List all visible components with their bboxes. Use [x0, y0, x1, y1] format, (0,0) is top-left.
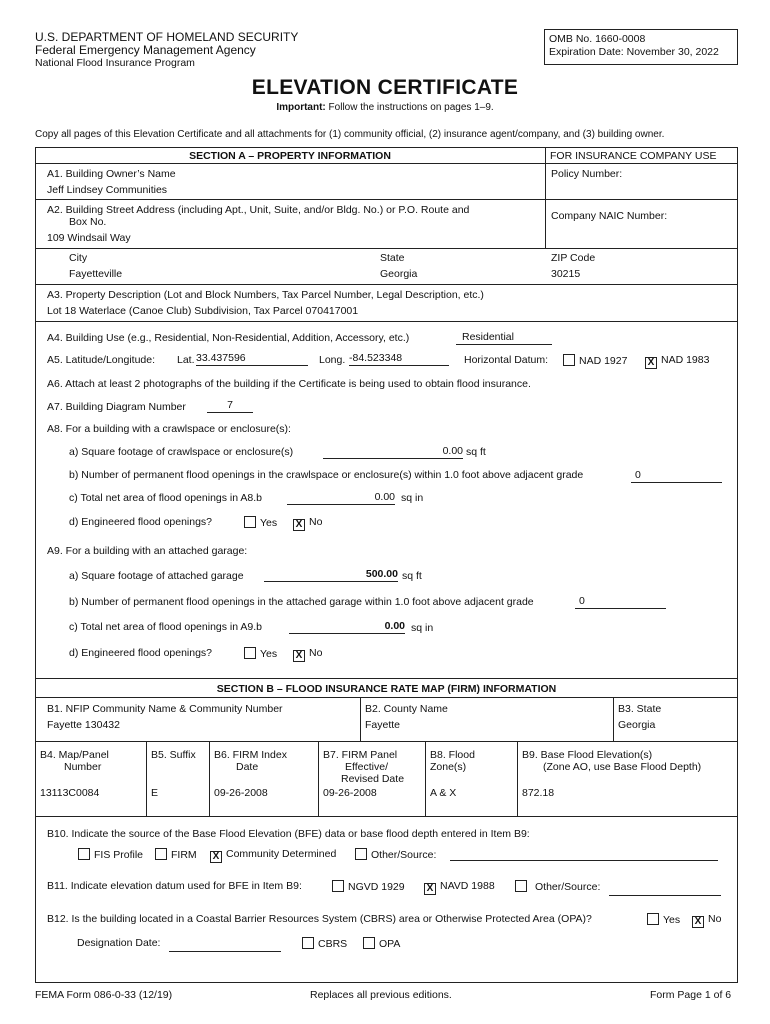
cbrs-label: CBRS	[318, 938, 348, 950]
b4-map-panel[interactable]: 13113C0084	[40, 787, 100, 799]
b4-label: B4. Map/Panel	[40, 749, 109, 761]
divider	[35, 248, 738, 249]
a3-property-description[interactable]: Lot 18 Waterlace (Canoe Club) Subdivision, Tax Parcel 070417001	[47, 305, 359, 317]
a8a-sqft-field[interactable]: 0.00	[323, 445, 463, 459]
form-number: FEMA Form 086-0-33 (12/19)	[35, 989, 173, 1001]
replaces-note: Replaces all previous editions.	[310, 989, 452, 1001]
a9d-yes-option[interactable]	[244, 647, 277, 660]
a2-label-cont: Box No.	[69, 216, 107, 228]
b10-community-option[interactable]	[210, 848, 336, 863]
b12-no-label: No	[708, 913, 722, 925]
important-text: Follow the instructions on pages 1–9.	[325, 102, 494, 113]
a8c-label: c) Total net area of flood openings in A8.b	[69, 492, 263, 504]
a9b-openings-field[interactable]: 0	[575, 595, 666, 609]
a3-label: A3. Property Description (Lot and Block Numbers, Tax Parcel Number, Legal Description, etc.)	[47, 289, 484, 301]
b2-county[interactable]: Fayette	[365, 719, 401, 731]
a9c-label: c) Total net area of flood openings in A9.b	[69, 621, 263, 633]
b11-navd-checkbox[interactable]: X	[424, 883, 436, 895]
a9c-area-field[interactable]: 0.00	[289, 620, 405, 634]
b12-no-checkbox[interactable]: X	[692, 916, 704, 928]
b10-firm-option[interactable]	[155, 848, 197, 861]
b10-fis-checkbox[interactable]	[78, 848, 90, 860]
a9a-sqft-field[interactable]: 500.00	[264, 568, 398, 582]
a8c-area-field[interactable]: 0.00	[287, 491, 395, 505]
state-label: State	[380, 252, 405, 264]
a7-diagram-number-field[interactable]: 7	[207, 399, 253, 413]
divider	[318, 741, 319, 816]
a8d-label: d) Engineered flood openings?	[69, 516, 213, 528]
b11-ngvd-option[interactable]	[332, 880, 405, 893]
b1-label: B1. NFIP Community Name & Community Number	[47, 703, 283, 715]
a8b-openings-field[interactable]: 0	[631, 469, 722, 483]
b6-label-cont: Date	[236, 761, 259, 773]
b8-flood-zone[interactable]: A & X	[430, 787, 457, 799]
b10-community-label: Community Determined	[226, 848, 337, 860]
divider	[360, 697, 361, 741]
latitude-field[interactable]: 33.437596	[196, 352, 308, 366]
omb-box	[544, 29, 738, 65]
a8-label: A8. For a building with a crawlspace or enclosure(s):	[47, 423, 291, 435]
b11-other-option[interactable]	[515, 880, 600, 893]
divider	[209, 741, 210, 816]
b5-label: B5. Suffix	[151, 749, 196, 761]
a4-building-use-field[interactable]: Residential	[456, 331, 552, 345]
longitude-field[interactable]: -84.523348	[349, 352, 449, 366]
b10-other-checkbox[interactable]	[355, 848, 367, 860]
a4-label: A4. Building Use (e.g., Residential, Non-Residential, Addition, Accessory, etc.)	[47, 332, 410, 344]
a8b-label: b) Number of permanent flood openings in the crawlspace or enclosure(s) within 1.0 foot above adjacent grade	[69, 469, 584, 481]
b10-fis-label: FIS Profile	[94, 849, 144, 861]
insurance-use-label: FOR INSURANCE COMPANY USE	[550, 150, 717, 162]
lat-label: Lat.	[177, 354, 195, 366]
a8d-no-option[interactable]	[293, 516, 322, 531]
section-a-title: SECTION A – PROPERTY INFORMATION	[189, 150, 391, 162]
b10-firm-checkbox[interactable]	[155, 848, 167, 860]
b11-label: B11. Indicate elevation datum used for BFE in Item B9:	[47, 880, 302, 892]
b11-ngvd-label: NGVD 1929	[348, 881, 405, 893]
b8-label-cont: Zone(s)	[430, 761, 467, 773]
a7-label: A7. Building Diagram Number	[47, 401, 186, 413]
divider	[613, 697, 614, 741]
copy-note: Copy all pages of this Elevation Certificate and all attachments for (1) community official, (2) insurance agent/company, and (3) building owner.	[35, 129, 665, 140]
policy-number-label[interactable]: Policy Number:	[551, 168, 623, 180]
b12-label: B12. Is the building located in a Coastal Barrier Resources System (CBRS) area or Otherwise Protected Area (OPA)?	[47, 913, 592, 925]
a6-instruction: A6. Attach at least 2 photographs of the building if the Certificate is being used to obtain flood insurance.	[47, 378, 531, 390]
horizontal-datum-label: Horizontal Datum:	[464, 354, 549, 366]
department-name: U.S. DEPARTMENT OF HOMELAND SECURITY	[35, 30, 299, 44]
b1-community[interactable]: Fayette 130432	[47, 719, 120, 731]
divider	[35, 163, 738, 164]
naic-number-label[interactable]: Company NAIC Number:	[551, 210, 668, 222]
divider	[146, 741, 147, 816]
a9-label: A9. For a building with an attached garage:	[47, 545, 248, 557]
b7-label-cont: Effective/	[345, 761, 388, 773]
a8a-label: a) Square footage of crawlspace or enclosure(s)	[69, 446, 294, 458]
b4-label-cont: Number	[64, 761, 102, 773]
b8-label: B8. Flood	[430, 749, 475, 761]
omb-number: OMB No. 1660-0008	[549, 33, 646, 45]
a8c-unit: sq in	[401, 492, 424, 504]
designation-date-label: Designation Date:	[77, 937, 161, 949]
divider	[35, 741, 738, 742]
b2-label: B2. County Name	[365, 703, 448, 715]
opa-label: OPA	[379, 938, 401, 950]
divider	[35, 321, 738, 322]
nad1983-label: NAD 1983	[661, 354, 710, 366]
a9c-unit: sq in	[411, 622, 434, 634]
nad1927-checkbox[interactable]	[563, 354, 575, 366]
b6-firm-index-date[interactable]: 09-26-2008	[214, 787, 268, 799]
a8d-yes-checkbox[interactable]	[244, 516, 256, 528]
b11-other-source-field[interactable]	[609, 882, 721, 896]
long-label: Long.	[319, 354, 346, 366]
nad1927-option[interactable]	[563, 354, 627, 367]
a8d-no-label: No	[309, 516, 323, 528]
b11-other-label: Other/Source:	[535, 881, 601, 893]
expiration-date: Expiration Date: November 30, 2022	[549, 46, 719, 58]
b10-other-source-field[interactable]	[450, 847, 718, 861]
a9d-yes-checkbox[interactable]	[244, 647, 256, 659]
a5-label: A5. Latitude/Longitude:	[47, 354, 156, 366]
b10-other-label: Other/Source:	[371, 849, 437, 861]
b3-label: B3. State	[618, 703, 662, 715]
a9d-yes-label: Yes	[260, 648, 278, 660]
agency-header	[35, 31, 298, 70]
city-value[interactable]: Fayetteville	[69, 268, 123, 280]
b12-yes-checkbox[interactable]	[647, 913, 659, 925]
b12-no-option[interactable]	[692, 913, 721, 928]
divider	[35, 284, 738, 285]
divider	[35, 816, 738, 817]
zip-value[interactable]: 30215	[551, 268, 581, 280]
a8a-unit: sq ft	[466, 446, 486, 458]
nad1927-label: NAD 1927	[579, 355, 628, 367]
a2-street-address[interactable]: 109 Windsail Way	[47, 232, 131, 244]
page-title: ELEVATION CERTIFICATE	[251, 76, 519, 99]
b11-ngvd-checkbox[interactable]	[332, 880, 344, 892]
page-number: Form Page 1 of 6	[650, 989, 732, 1001]
b3-state[interactable]: Georgia	[618, 719, 656, 731]
a9a-label: a) Square footage of attached garage	[69, 570, 244, 582]
b6-label: B6. FIRM Index	[214, 749, 287, 761]
b10-fis-option[interactable]	[78, 848, 143, 861]
designation-date-field[interactable]	[169, 938, 281, 952]
divider	[425, 741, 426, 816]
opa-checkbox[interactable]	[363, 937, 375, 949]
section-b-title: SECTION B – FLOOD INSURANCE RATE MAP (FIRM) INFORMATION	[216, 683, 557, 695]
b7-label-cont2: Revised Date	[341, 773, 405, 785]
b12-yes-label: Yes	[663, 914, 681, 926]
important-note	[0, 102, 770, 113]
b9-base-flood-elevation[interactable]: 872.18	[522, 787, 555, 799]
b5-suffix[interactable]: E	[151, 787, 159, 799]
b10-firm-label: FIRM	[171, 849, 197, 861]
a1-label: A1. Building Owner’s Name	[47, 168, 176, 180]
b9-label: B9. Base Flood Elevation(s)	[522, 749, 653, 761]
a9d-no-option[interactable]	[293, 647, 322, 662]
b11-navd-option[interactable]	[424, 880, 495, 895]
nad1983-option[interactable]	[645, 354, 709, 369]
agency-name: Federal Emergency Management Agency	[35, 43, 256, 57]
divider	[35, 199, 738, 200]
b10-label: B10. Indicate the source of the Base Flood Elevation (BFE) data or base flood depth entered in Item B9:	[47, 828, 530, 840]
b7-label: B7. FIRM Panel	[323, 749, 398, 761]
b7-panel-date[interactable]: 09-26-2008	[323, 787, 377, 799]
important-label: Important:	[276, 102, 326, 113]
state-value[interactable]: Georgia	[380, 268, 418, 280]
cbrs-option[interactable]	[302, 937, 347, 950]
a8d-yes-option[interactable]	[244, 516, 277, 529]
cbrs-checkbox[interactable]	[302, 937, 314, 949]
divider	[517, 741, 518, 816]
a8d-no-checkbox[interactable]: X	[293, 519, 305, 531]
program-name: National Flood Insurance Program	[35, 57, 195, 69]
b12-yes-option[interactable]	[647, 913, 680, 926]
divider	[545, 147, 546, 249]
a9d-label: d) Engineered flood openings?	[69, 647, 213, 659]
b11-navd-label: NAVD 1988	[440, 880, 495, 892]
b9-label-cont: (Zone AO, use Base Flood Depth)	[543, 761, 702, 773]
b10-other-option[interactable]	[355, 848, 436, 861]
a2-label: A2. Building Street Address (including Apt., Unit, Suite, and/or Bldg. No.) or P.O. Route and	[47, 204, 470, 216]
a1-owner-name[interactable]: Jeff Lindsey Communities	[47, 184, 168, 196]
b11-other-checkbox[interactable]	[515, 880, 527, 892]
a9a-unit: sq ft	[402, 570, 422, 582]
a9b-label: b) Number of permanent flood openings in the attached garage within 1.0 foot above adjacent grade	[69, 596, 534, 608]
opa-option[interactable]	[363, 937, 400, 950]
divider	[35, 697, 738, 698]
b10-community-checkbox[interactable]: X	[210, 851, 222, 863]
divider	[35, 678, 738, 679]
city-label: City	[69, 252, 88, 264]
a9d-no-checkbox[interactable]: X	[293, 650, 305, 662]
a8d-yes-label: Yes	[260, 517, 278, 529]
a9d-no-label: No	[309, 647, 323, 659]
zip-label: ZIP Code	[551, 252, 596, 264]
nad1983-checkbox[interactable]: X	[645, 357, 657, 369]
